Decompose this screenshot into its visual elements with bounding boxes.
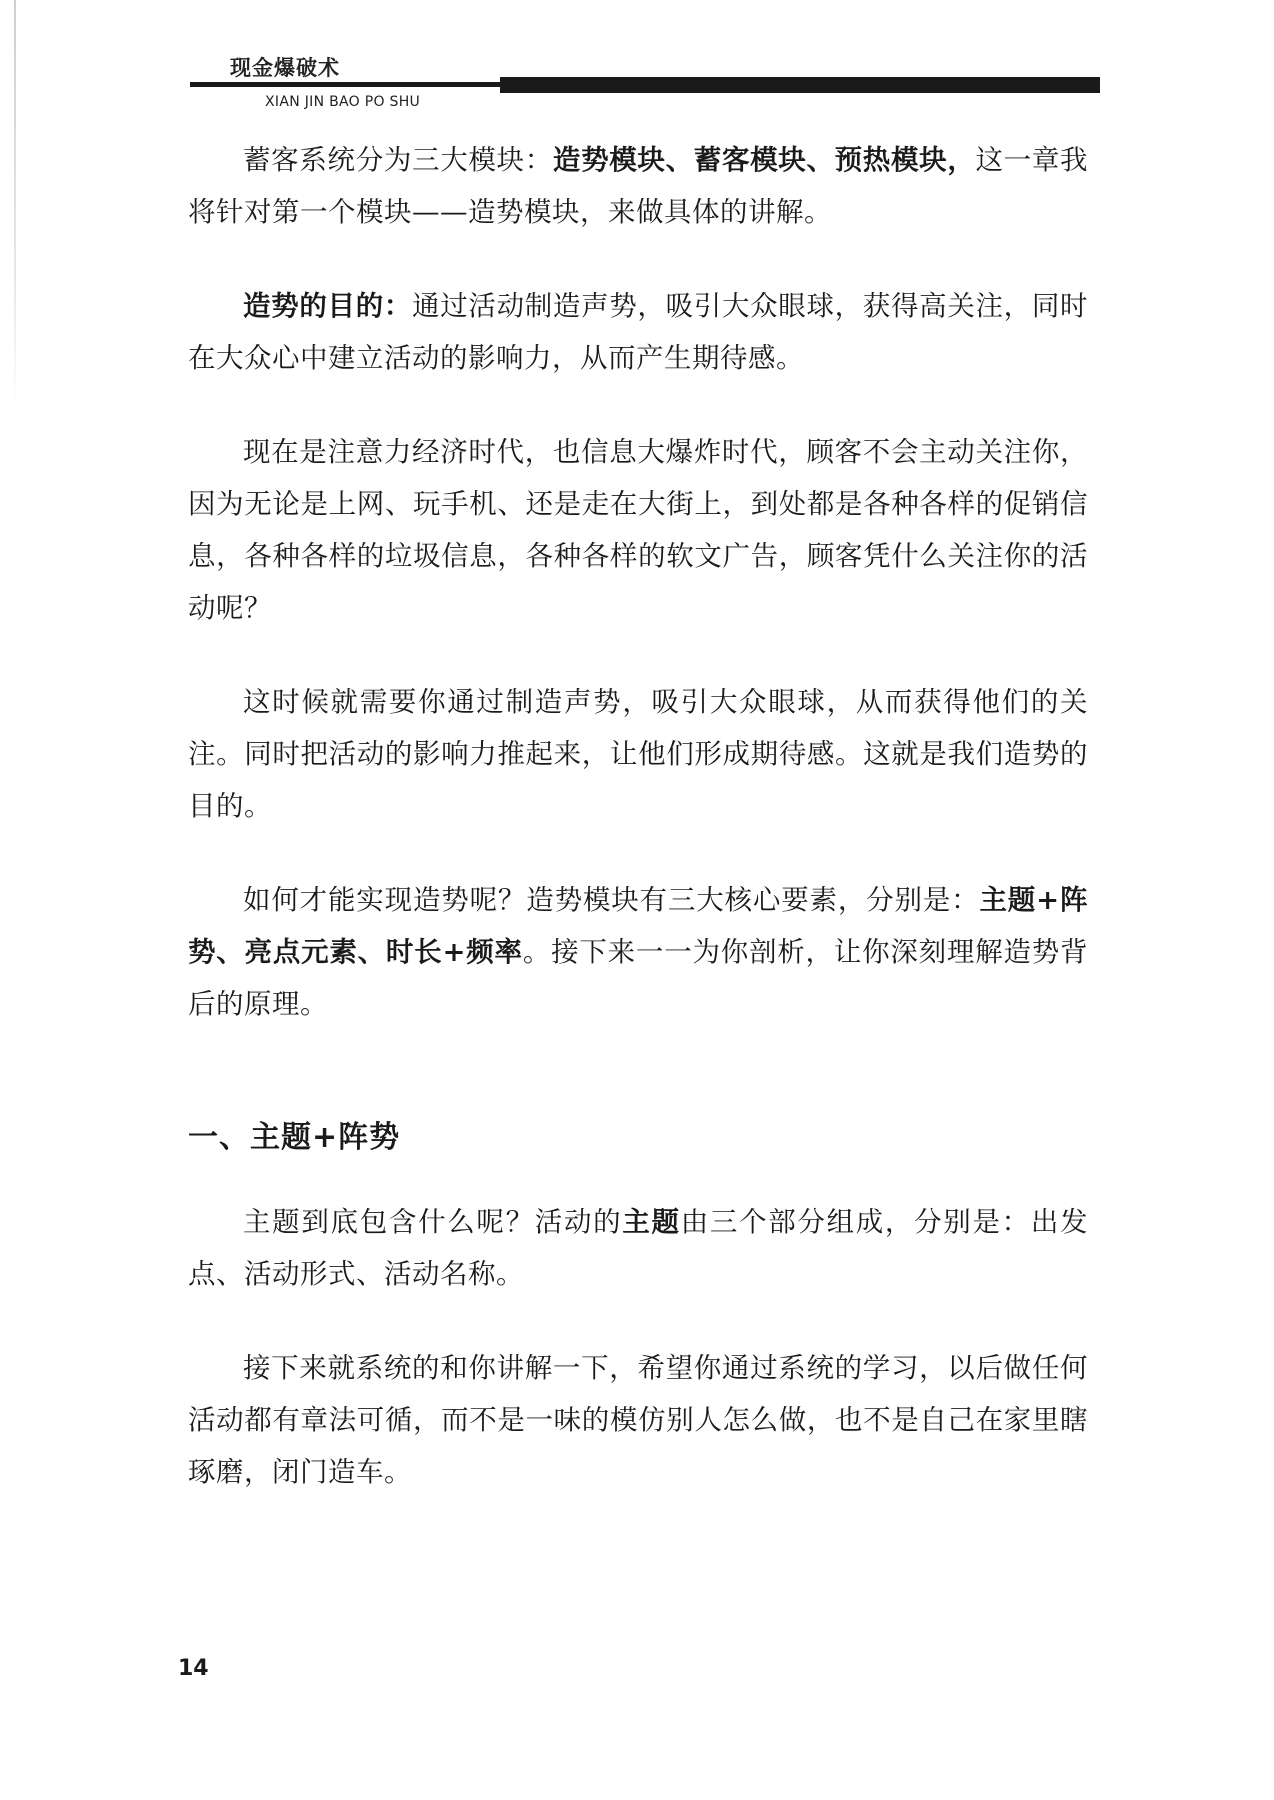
header-rule-thick: [500, 77, 1100, 93]
paragraph-bold-text: 造势模块、蓄客模块、预热模块，: [552, 144, 976, 176]
paragraph-bold-text: 造势的目的：: [243, 290, 413, 322]
paragraph-core-elements: [188, 874, 1088, 1030]
running-header: [190, 46, 1100, 116]
paragraph-text: 由三个部分组成，分别是：出发点、活动形式、活动名称。: [188, 1206, 1089, 1290]
page-body: [188, 134, 1088, 1540]
paragraph-attention-economy: 现在是注意力经济时代，也信息大爆炸时代，顾客不会主动关注你，因为无论是上网、玩手机、还是走在大街上，到处都是各种各样的促销信息，各种各样的垃圾信息，各种各样的软文广告，顾客凭什么关注你的活动呢？: [188, 436, 1088, 624]
paragraph-need: 这时候就需要你通过制造声势，吸引大众眼球，从而获得他们的关注。同时把活动的影响力推起来，让他们形成期待感。这就是我们造势的目的。: [188, 686, 1088, 822]
paragraph-text: 如何才能实现造势呢？造势模块有三大核心要素，分别是：: [243, 884, 980, 916]
paragraph-theme: [188, 1196, 1088, 1300]
paragraph-bold-text: 主题: [622, 1206, 681, 1238]
paragraph-text: 。接下来一一为你剖析，让你深刻理解造势背后的原理。: [188, 936, 1089, 1020]
paragraph-text: 这一章我将针对第一个模块——造势模块，来做具体的讲解。: [188, 144, 1089, 228]
paragraph-text: 蓄客系统分为三大模块：: [243, 144, 553, 176]
paragraph-system: 接下来就系统的和你讲解一下，希望你通过系统的学习，以后做任何活动都有章法可循，而不是一味的模仿别人怎么做，也不是自己在家里瞎琢磨，闭门造车。: [188, 1352, 1088, 1488]
paragraph-text: 通过活动制造声势，吸引大众眼球，获得高关注，同时在大众心中建立活动的影响力，从而产生期待感。: [188, 290, 1089, 374]
paragraph-text: 主题到底包含什么呢？活动的: [243, 1206, 623, 1238]
paragraph-bold-text: 主题+阵势、亮点元素、时长+频率: [188, 884, 1089, 968]
paragraph-purpose: [188, 280, 1088, 384]
paragraph-intro: [188, 134, 1088, 238]
book-title: 现金爆破术: [230, 56, 340, 80]
page-number: 14: [178, 1656, 209, 1681]
book-title-pinyin: XIAN JIN BAO PO SHU: [265, 94, 421, 110]
page-edge-shadow: [14, 0, 16, 410]
section-heading: 一、主题+阵势: [188, 1120, 401, 1155]
